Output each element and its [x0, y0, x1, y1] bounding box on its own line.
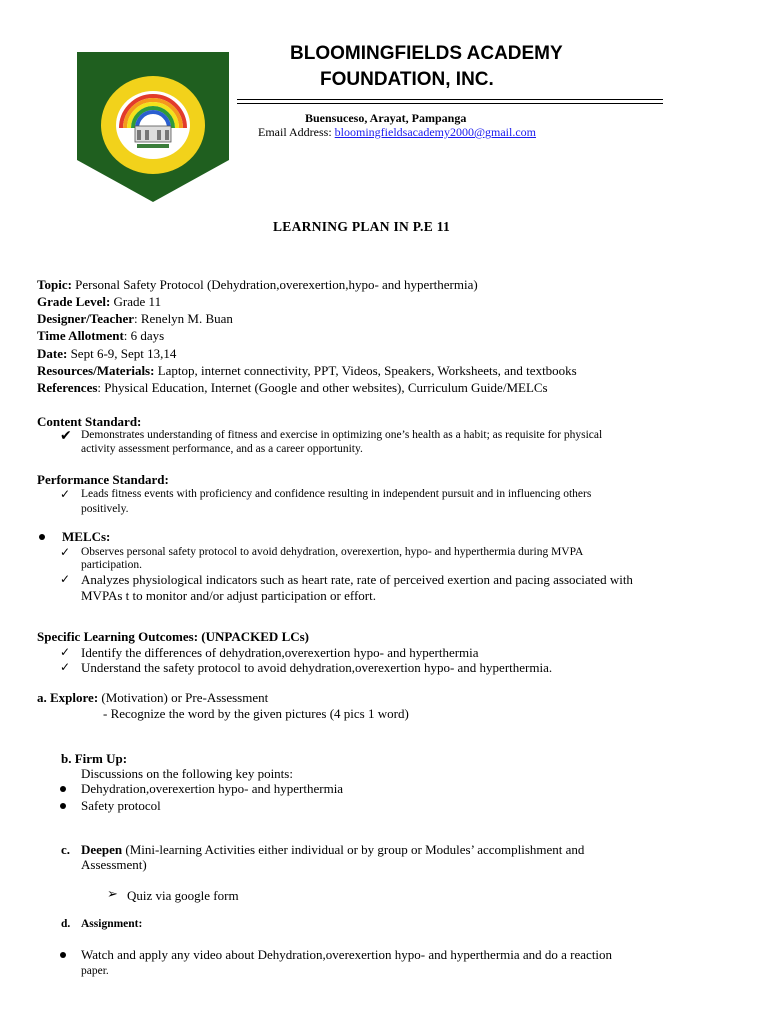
info-label: Designer/Teacher — [37, 311, 134, 326]
explore-text: (Motivation) or Pre-Assessment — [98, 690, 269, 705]
info-time-allotment — [37, 328, 164, 344]
info-grade-level — [37, 294, 161, 310]
explore-label: a. Explore: — [37, 690, 99, 705]
firm-up-intro: Discussions on the following key points: — [81, 766, 293, 781]
firm-up-item2: Safety protocol — [81, 798, 161, 813]
school-name-line1: BLOOMINGFIELDS ACADEMY — [290, 43, 563, 64]
assignment-line1: Watch and apply any video about Dehydration,overexertion hypo- and hyperthermia and do a reaction — [81, 947, 613, 962]
check-icon: ✔ — [60, 428, 72, 444]
info-label: Resources/Materials: — [37, 363, 155, 378]
email-label: Email Address: — [258, 125, 332, 139]
assignment-letter: d. — [61, 918, 71, 930]
info-topic — [37, 277, 478, 293]
bullet-icon — [60, 952, 66, 958]
content-standard-line1: Demonstrates understanding of fitness and exercise in optimizing one’s health as a habit; as requisite for physical — [81, 429, 603, 441]
outcomes-item2: Understand the safety protocol to avoid dehydration,overexertion hypo- and hyperthermia. — [81, 660, 553, 675]
info-label: Topic: — [37, 277, 72, 292]
school-logo — [77, 52, 229, 202]
assignment-line2: paper. — [81, 965, 109, 977]
melcs-heading: MELCs: — [62, 529, 111, 544]
email-line — [258, 125, 536, 140]
firm-up-item1: Dehydration,overexertion hypo- and hyperthermia — [81, 781, 344, 796]
outcomes-heading: Specific Learning Outcomes: (UNPACKED LCs) — [37, 629, 310, 644]
performance-standard-line2: positively. — [81, 503, 129, 515]
check-icon: ✓ — [60, 487, 71, 501]
check-icon: ✓ — [60, 645, 71, 659]
deepen-letter: c. — [61, 842, 71, 857]
content-standard-line2: activity assessment performance, and as a career opportunity. — [81, 443, 363, 455]
info-label: References — [37, 380, 98, 395]
bullet-icon — [60, 803, 66, 809]
performance-standard-line1: Leads fitness events with proficiency and confidence resulting in independent pursuit and in influencing others — [81, 488, 592, 500]
performance-standard-heading: Performance Standard: — [37, 472, 169, 487]
info-resources — [37, 363, 577, 379]
melcs-item1-line2: participation. — [81, 559, 142, 571]
email-link[interactable]: bloomingfieldsacademy2000@gmail.com — [334, 125, 537, 139]
info-date — [37, 346, 176, 362]
info-value: Sept 6-9, Sept 13,14 — [67, 346, 177, 361]
deepen-text: (Mini-learning Activities either individual or by group or Modules’ accomplishment and — [122, 842, 585, 857]
info-value: : 6 days — [123, 328, 165, 343]
info-label: Grade Level: — [37, 294, 111, 309]
melcs-item1-line1: Observes personal safety protocol to avoid dehydration, overexertion, hypo- and hyperthermia during MVPA — [81, 546, 584, 558]
deepen-line1 — [81, 842, 584, 858]
arrow-bullet-icon: ➢ — [107, 887, 118, 902]
info-label: Time Allotment — [37, 328, 124, 343]
firm-up-heading: b. Firm Up: — [61, 751, 128, 766]
info-value: : Physical Education, Internet (Google and other websites), Curriculum Guide/MELCs — [97, 380, 548, 395]
melcs-item2-line1: Analyzes physiological indicators such as heart rate, rate of perceived exertion and pacing associated with — [81, 572, 633, 587]
info-value: : Renelyn M. Buan — [134, 311, 233, 326]
document-title: LEARNING PLAN IN P.E 11 — [273, 219, 451, 234]
info-references — [37, 380, 548, 396]
header-rule-bottom — [237, 103, 663, 104]
info-value: Personal Safety Protocol (Dehydration,overexertion,hypo- and hyperthermia) — [71, 277, 478, 292]
info-label: Date: — [37, 346, 68, 361]
bullet-icon — [39, 534, 45, 540]
deepen-item: Quiz via google form — [127, 888, 239, 903]
info-teacher — [37, 311, 233, 327]
header-rule-top — [237, 99, 663, 100]
check-icon: ✓ — [60, 545, 71, 559]
deepen-label: Deepen — [81, 842, 123, 857]
check-icon: ✓ — [60, 572, 71, 586]
info-value: Grade 11 — [110, 294, 162, 309]
assignment-heading: Assignment: — [81, 918, 143, 930]
school-address: Buensuceso, Arayat, Pampanga — [305, 111, 467, 125]
explore-sub: - Recognize the word by the given pictures (4 pics 1 word) — [103, 706, 409, 721]
info-value: Laptop, internet connectivity, PPT, Videos, Speakers, Worksheets, and textbooks — [154, 363, 577, 378]
school-name-line2: FOUNDATION, INC. — [320, 69, 494, 90]
content-standard-heading: Content Standard: — [37, 414, 142, 429]
bullet-icon — [60, 786, 66, 792]
melcs-item2-line2: MVPAs t to monitor and/or adjust participation or effort. — [81, 588, 376, 603]
explore-line — [37, 690, 268, 706]
outcomes-item1: Identify the differences of dehydration,overexertion hypo- and hyperthermia — [81, 645, 479, 660]
check-icon: ✓ — [60, 660, 71, 674]
deepen-line2: Assessment) — [81, 857, 147, 872]
